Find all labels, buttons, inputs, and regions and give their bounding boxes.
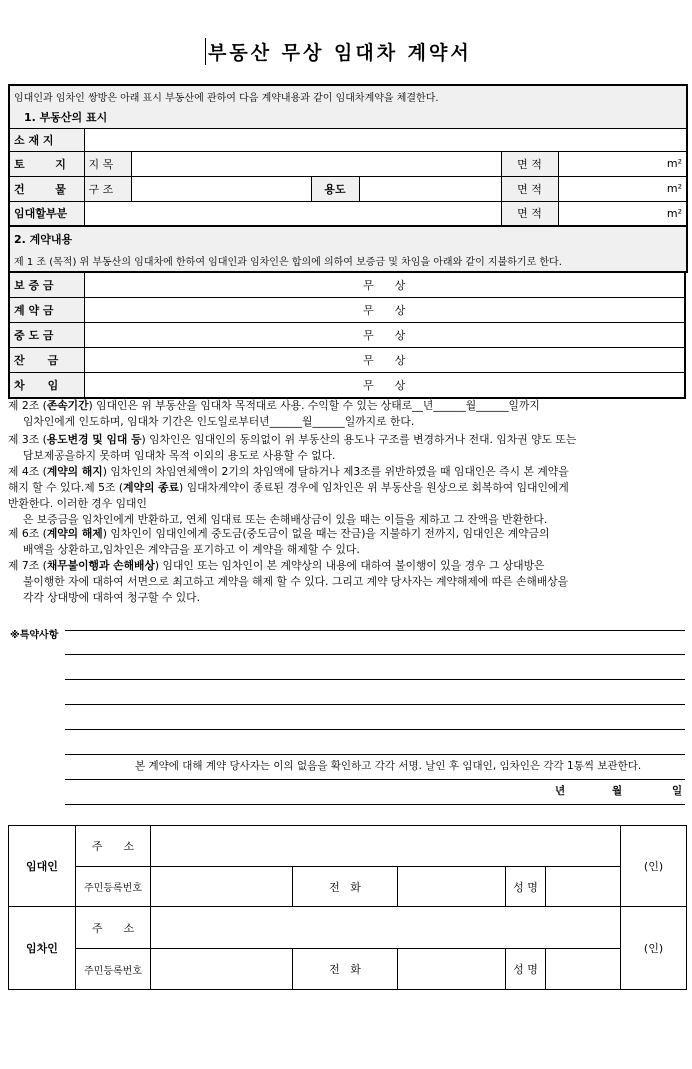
special-terms-line xyxy=(65,804,685,805)
lessee-name-field[interactable] xyxy=(546,949,621,990)
article-6: 제 6조 (계약의 해제) 임차인이 임대인에게 중도금(중도금이 없을 때는 잔금)을 지불하기 전까지, 임대인은 계약금의 배액을 상환하고,임차인은 계약금을 포기하고 이 계약을 해제할 수 있다. xyxy=(8,526,692,558)
article1-text: 제 1 조 (목적) 위 부동산의 임대차에 한하여 임대인과 임차인은 합의에 의하여 보증금 및 차임을 아래와 같이 지불하기로 한다. xyxy=(9,250,687,272)
lessor-seal[interactable]: (인) xyxy=(621,826,687,907)
date-year[interactable]: 년 xyxy=(555,785,566,797)
payment-row xyxy=(9,273,685,298)
special-terms-line xyxy=(65,754,685,755)
structure-label: 구 조 xyxy=(84,176,131,201)
lessor-name-field[interactable] xyxy=(546,867,621,907)
article-3: 제 3조 (용도변경 및 임대 등) 임차인은 임대인의 동의없이 위 부동산의 용도나 구조를 변경하거나 전대. 임차권 양도 또는 담보제공을하지 못하며 임대차 목적 이외의 용도로 사용할 수 없다. xyxy=(8,432,692,464)
lessor-label: 임대인 xyxy=(9,826,76,907)
payment-value[interactable]: 무 상 xyxy=(84,323,685,348)
lessee-label: 임차인 xyxy=(9,907,76,990)
lessor-phone-label: 전 화 xyxy=(293,867,398,907)
special-terms-line[interactable] xyxy=(65,679,685,680)
lessor-id-field[interactable] xyxy=(151,867,293,907)
lessee-seal[interactable]: (인) xyxy=(621,907,687,990)
payment-value[interactable]: 무 상 xyxy=(84,348,685,373)
building-area-field[interactable]: m² xyxy=(558,176,687,201)
payment-table xyxy=(8,272,686,399)
article-7: 제 7조 (채무불이행과 손해배상) 임대인 또는 임차인이 본 계약상의 내용에 대하여 불이행이 있을 경우 그 상대방은 불이행한 자에 대하여 서면으로 최고하고 계약을 해제 할 수 있다. 그리고 계약 당사자는 계약해제에 따른 손해배상을 각각 상대방에 대하여 청구할 수 있다. xyxy=(8,558,692,606)
land-label: 토 지 xyxy=(9,151,84,176)
land-area-label: 면 적 xyxy=(501,151,558,176)
location-field[interactable] xyxy=(84,128,687,151)
lease-area-label: 면 적 xyxy=(501,201,558,226)
special-terms-line[interactable] xyxy=(65,729,685,730)
payment-row xyxy=(9,323,685,348)
article-7-line3: 각각 상대방에 대하여 청구할 수 있다. xyxy=(23,591,201,604)
article-4-line3: 반환한다. 이러한 경우 임대인 xyxy=(8,497,147,510)
building-label: 건 물 xyxy=(9,176,84,201)
payment-value[interactable]: 무 상 xyxy=(84,273,685,298)
article-2-line2: 임차인에게 인도하며, 임대차 기간은 인도일로부터년______월______일까지로 한다. xyxy=(23,415,415,428)
confirmation-text: 본 계약에 대해 계약 당사자는 이의 없음을 확인하고 각각 서명. 날인 후 임대인, 임차인은 각각 1통씩 보관한다. xyxy=(135,760,642,772)
payment-label: 차 임 xyxy=(9,373,84,398)
structure-field[interactable] xyxy=(131,176,311,201)
section2-heading: 2. 계약내용 xyxy=(9,226,687,250)
article-4-line4: 은 보증금을 임차인에게 반환하고, 연체 임대료 또는 손해배상금이 있을 때는 이들을 제하고 그 잔액을 반환한다. xyxy=(23,513,548,526)
building-area-label: 면 적 xyxy=(501,176,558,201)
section1-heading: 1. 부동산의 표시 xyxy=(9,106,687,128)
special-terms-line[interactable] xyxy=(65,704,685,705)
lessee-address-label: 주 소 xyxy=(76,907,151,949)
lease-part-field[interactable] xyxy=(84,201,501,226)
payment-label: 보 증 금 xyxy=(9,273,84,298)
lessor-address-field[interactable] xyxy=(151,826,621,867)
lease-part-label: 임대할부분 xyxy=(9,201,84,226)
special-terms-line[interactable] xyxy=(65,630,685,631)
payment-row xyxy=(9,373,685,398)
lessee-address-field[interactable] xyxy=(151,907,621,949)
parties-table xyxy=(8,825,687,990)
date-day[interactable]: 일 xyxy=(672,785,683,797)
article-7-line2: 불이행한 자에 대하여 서면으로 최고하고 계약을 해제 할 수 있다. 그리고 계약 당사자는 계약해제에 따른 손해배상을 xyxy=(23,575,569,588)
payment-value[interactable]: 무 상 xyxy=(84,298,685,323)
usage-label: 용도 xyxy=(311,176,359,201)
intro-text: 임대인과 임차인 쌍방은 아래 표시 부동산에 관하여 다음 계약내용과 같이 임대차계약을 체결한다. xyxy=(9,85,687,106)
payment-value[interactable]: 무 상 xyxy=(84,373,685,398)
special-terms-line[interactable] xyxy=(65,654,685,655)
date-month[interactable]: 월 xyxy=(612,785,623,797)
lessee-phone-field[interactable] xyxy=(398,949,506,990)
land-area-field[interactable]: m² xyxy=(558,151,687,176)
lessee-id-field[interactable] xyxy=(151,949,293,990)
payment-label: 잔 금 xyxy=(9,348,84,373)
land-type-label: 지 목 xyxy=(84,151,131,176)
article-4-5: 제 4조 (계약의 해지) 임차인의 차임연체액이 2기의 차임액에 달하거나 제3조를 위반하였을 때 임대인은 즉시 본 계약을 해지 할 수 있다.제 5조 (계약의 종료) 임대차계약이 종료된 경우에 임차인은 위 부동산을 원상으로 회복하여 임대인에게 반환한다. 이러한 경우 임대인 은 보증금을 임차인에게 반환하고, 연체 임대료 또는 손해배상금이 있을 때는 이들을 제하고 그 잔액을 반환한다. xyxy=(8,464,692,528)
article-3-line2: 담보제공을하지 못하며 임대차 목적 이외의 용도로 사용할 수 없다. xyxy=(23,449,336,462)
article-2: 제 2조 (존속기간) 임대인은 위 부동산을 임대차 목적대로 사용. 수익할 수 있는 상태로__년______월______일까지 임차인에게 인도하며, 임대차 기간은 인도일로부터년______월______일까지로 한다. xyxy=(8,398,692,430)
article-6-line2: 배액을 상환하고,임차인은 계약금을 포기하고 이 계약을 해제할 수 있다. xyxy=(23,543,360,556)
lessee-id-label: 주민등록번호 xyxy=(76,949,151,990)
lessee-phone-label: 전 화 xyxy=(293,949,398,990)
lessee-name-label: 성 명 xyxy=(506,949,546,990)
special-terms-line xyxy=(65,779,685,780)
document-title: 부동산 무상 임대차 계약서 xyxy=(205,38,472,65)
payment-row xyxy=(9,348,685,373)
lessor-name-label: 성 명 xyxy=(506,867,546,907)
land-type-field[interactable] xyxy=(131,151,501,176)
usage-field[interactable] xyxy=(359,176,501,201)
lessor-id-label: 주민등록번호 xyxy=(76,867,151,907)
payment-label: 중 도 금 xyxy=(9,323,84,348)
lease-area-field[interactable]: m² xyxy=(558,201,687,226)
payment-row xyxy=(9,298,685,323)
lessor-phone-field[interactable] xyxy=(398,867,506,907)
lessor-address-label: 주 소 xyxy=(76,826,151,867)
property-table xyxy=(8,84,688,273)
payment-label: 계 약 금 xyxy=(9,298,84,323)
location-label: 소 재 지 xyxy=(9,128,84,151)
special-terms-label: ※특약사항 xyxy=(10,630,59,641)
